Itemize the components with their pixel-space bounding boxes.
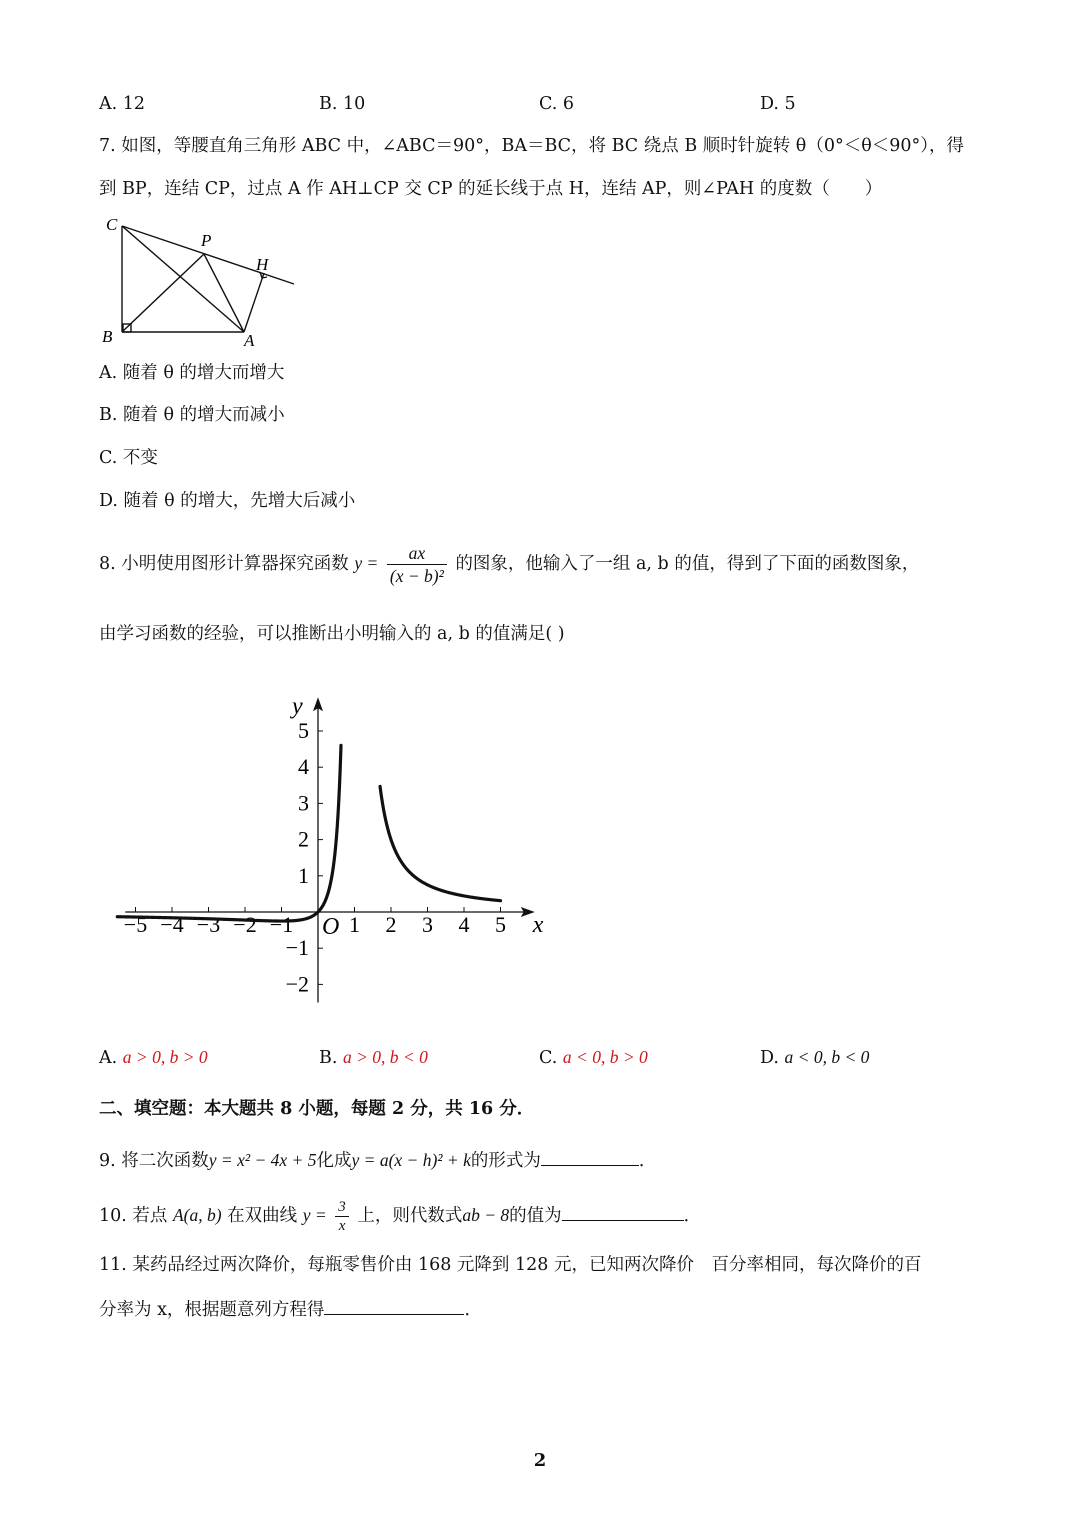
curve-right-branch: [380, 786, 500, 900]
q11-answer-blank[interactable]: [324, 1296, 464, 1315]
q6-option-b: B. 10: [319, 94, 366, 114]
y-tick-label: 2: [298, 826, 309, 852]
q8-option-d: D. a < 0, b < 0: [760, 1047, 870, 1068]
y-tick-label: 1: [298, 862, 309, 888]
label-h: H: [256, 255, 269, 274]
y-tick-label: 5: [298, 718, 309, 743]
q7-option-a: A. 随着 θ 的增大而增大: [99, 363, 285, 383]
q11-stem-line2: 分率为 x，根据题意列方程得 ．: [99, 1296, 482, 1322]
q8-stem-line2: 由学习函数的经验，可以推断出小明输入的 a, b 的值满足( ): [99, 624, 565, 644]
label-p: P: [201, 231, 212, 250]
q6-option-c: C. 6: [539, 94, 575, 114]
section-2-title: 二、填空题：本大题共 8 小题，每题 2 分，共 16 分．: [99, 1099, 535, 1119]
q7-stem-line1: 7. 如图，等腰直角三角形 ABC 中，∠ABC＝90°，BA＝BC，将 BC 绕点 B 顺时针旋转 θ（0°＜θ＜90°），得: [99, 136, 965, 156]
q6-option-a: A. 12: [99, 94, 146, 114]
x-tick-label: 3: [422, 912, 433, 937]
q8-function-graph: [110, 690, 544, 1015]
x-tick-label: 1: [349, 912, 360, 937]
x-tick-label: −2: [233, 912, 257, 937]
q7-triangle-figure: [96, 212, 306, 352]
x-tick-label: 4: [458, 912, 470, 937]
q8-option-c: C. a < 0, b > 0: [539, 1047, 648, 1068]
page-number: 2: [533, 1450, 547, 1471]
q8-option-b: B. a > 0, b < 0: [319, 1047, 428, 1068]
q8-stem-line1: 8. 小明使用图形计算器探究函数 y = $\frac{ax}{\text{(x − b)²}}$ 的图象，他输入了一组 a, b 的值，得到了下面的函数图象，: [99, 543, 920, 586]
label-a: A: [244, 331, 255, 350]
q11-stem-line1: 11. 某药品经过两次降价，每瓶零售价由 168 元降到 128 元，已知两次降价 百分率相同，每次降价的百: [99, 1255, 922, 1275]
q9-answer-blank[interactable]: [541, 1147, 639, 1166]
q10-answer-blank[interactable]: [562, 1202, 684, 1221]
y-tick-label: 3: [298, 790, 309, 816]
q8-option-a: A. a > 0, b > 0: [99, 1047, 208, 1068]
origin-label: O: [322, 914, 340, 940]
x-tick-label: −1: [269, 912, 294, 937]
q7-stem-line2: 到 BP，连结 CP，过点 A 作 AH⊥CP 交 CP 的延长线于点 H，连结 AP，则∠PAH 的度数（ ）: [99, 179, 883, 199]
x-axis-label: x: [532, 912, 544, 938]
y-tick-label: −1: [285, 935, 309, 961]
q9-stem: 9. 将二次函数y = x² − 4x + 5化成y = a(x − h)² + k的形式为 ．: [99, 1147, 656, 1173]
label-c: C: [106, 215, 118, 234]
y-tick-label: −2: [285, 971, 309, 997]
q10-fraction: $\frac{3}{x}$: [335, 1198, 349, 1235]
q10-stem: 10. 若点 A(a, b) 在双曲线 y = $\frac{3}{x}$ 上，则代数式ab − 8的值为 ．: [99, 1199, 702, 1234]
y-tick-label: 4: [298, 754, 309, 780]
y-axis-label: y: [292, 693, 303, 720]
x-tick-label: −3: [196, 912, 221, 937]
q6-option-d: D. 5: [760, 94, 796, 114]
q7-option-b: B. 随着 θ 的增大而减小: [99, 405, 285, 425]
x-tick-label: −5: [123, 912, 148, 937]
x-tick-label: 5: [495, 912, 506, 937]
x-tick-label: −4: [160, 912, 184, 937]
q7-option-c: C. 不变: [99, 448, 158, 468]
q8-fraction: $\frac{ax}{\text{(x − b)²}}$: [387, 542, 447, 587]
x-tick-label: 2: [385, 912, 397, 937]
q7-option-d: D. 随着 θ 的增大，先增大后减小: [99, 491, 356, 511]
label-b: B: [102, 327, 113, 346]
